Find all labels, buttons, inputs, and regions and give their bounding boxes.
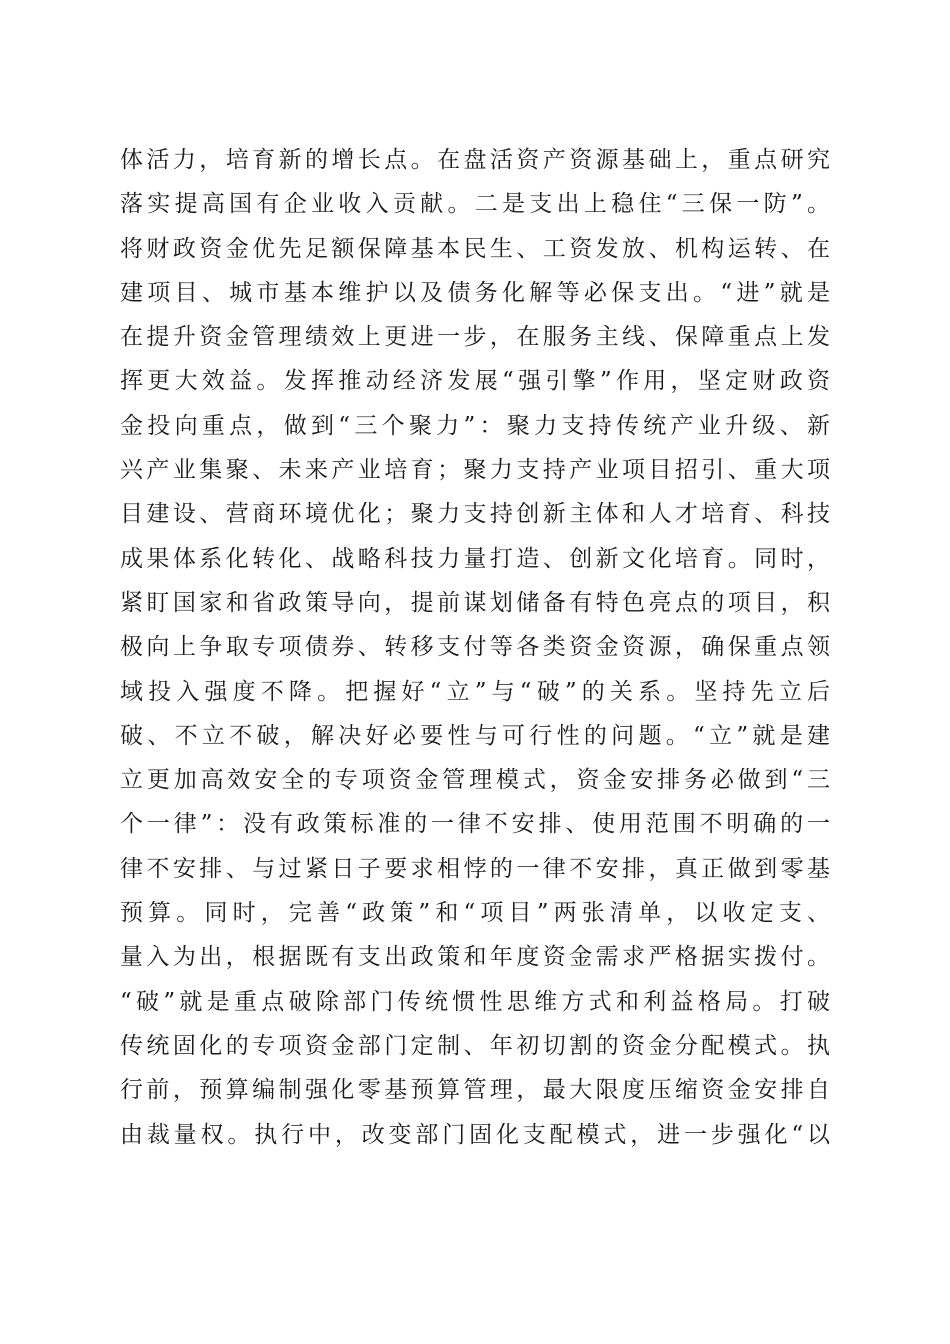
text-line: 由裁量权。执行中，改变部门固化支配模式，进一步强化“以 xyxy=(120,1121,830,1148)
text-line: 域投入强度不降。把握好“立”与“破”的关系。坚持先立后 xyxy=(120,678,830,705)
text-line: 紧盯国家和省政策导向，提前谋划储备有特色亮点的项目，积 xyxy=(120,589,830,616)
text-line: 律不安排、与过紧日子要求相悖的一律不安排，真正做到零基 xyxy=(120,855,830,882)
text-line: 成果体系化转化、战略科技力量打造、创新文化培育。同时， xyxy=(120,545,830,572)
text-line: 体活力，培育新的增长点。在盘活资产资源基础上，重点研究 xyxy=(120,147,830,173)
text-line: 挥更大效益。发挥推动经济发展“强引擎”作用，坚定财政资 xyxy=(120,368,830,395)
text-line: 预算。同时，完善“政策”和“项目”两张清单，以收定支、 xyxy=(120,900,830,927)
text-line: 量入为出，根据既有支出政策和年度资金需求严格据实拨付。 xyxy=(120,944,830,971)
text-line: 传统固化的专项资金部门定制、年初切割的资金分配模式。执 xyxy=(120,1032,830,1059)
text-line: 建项目、城市基本维护以及债务化解等必保支出。“进”就是 xyxy=(120,279,830,306)
text-line: 兴产业集聚、未来产业培育；聚力支持产业项目招引、重大项 xyxy=(120,457,830,484)
text-line: 行前，预算编制强化零基预算管理，最大限度压缩资金安排自 xyxy=(120,1077,830,1104)
text-line: 落实提高国有企业收入贡献。二是支出上稳住“三保一防”。 xyxy=(120,191,830,218)
text-line: 极向上争取专项债券、转移支付等各类资金资源，确保重点领 xyxy=(120,634,830,661)
text-line: 在提升资金管理绩效上更进一步，在服务主线、保障重点上发 xyxy=(120,324,830,351)
text-line: 立更加高效安全的专项资金管理模式，资金安排务必做到“三 xyxy=(120,767,830,794)
text-line: 目建设、营商环境优化；聚力支持创新主体和人才培育、科技 xyxy=(120,501,830,528)
text-line: 金投向重点，做到“三个聚力”：聚力支持传统产业升级、新 xyxy=(120,412,830,439)
body-paragraph xyxy=(120,138,830,1157)
text-line: 个一律”：没有政策标准的一律不安排、使用范围不明确的一 xyxy=(120,811,830,838)
text-line: “破”就是重点破除部门传统惯性思维方式和利益格局。打破 xyxy=(120,988,830,1015)
text-line: 将财政资金优先足额保障基本民生、工资发放、机构运转、在 xyxy=(120,235,830,262)
text-line: 破、不立不破，解决好必要性与可行性的问题。“立”就是建 xyxy=(120,722,830,749)
